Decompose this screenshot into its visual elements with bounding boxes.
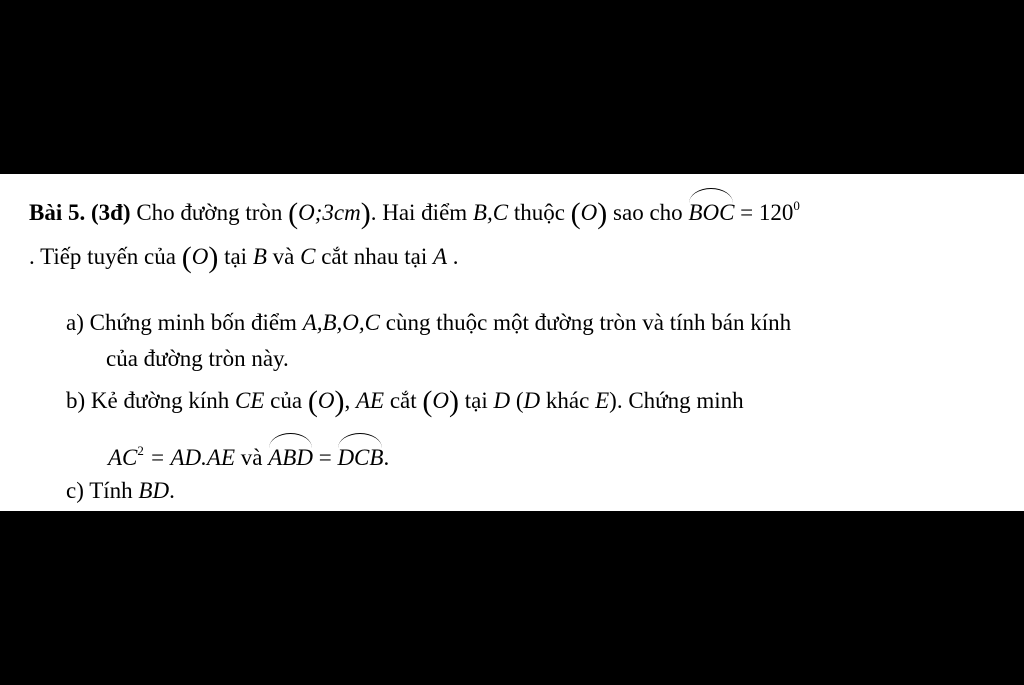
paren: ) [208, 241, 219, 274]
problem-heading: Bài 5. (3đ) [29, 200, 131, 225]
math-bd: BD [138, 478, 170, 503]
paren: ( [288, 197, 299, 230]
text: cắt [389, 388, 417, 413]
paren: ( [422, 385, 433, 418]
paren: ) [449, 385, 459, 418]
math-circle: O [580, 200, 598, 225]
problem-line-2 [29, 242, 459, 273]
math-b: B [252, 244, 267, 269]
text: . [452, 244, 459, 269]
part-b-line-2 [108, 439, 389, 473]
text: Kẻ đường kính [90, 388, 230, 413]
text: thuộc [513, 200, 565, 225]
text: và [272, 244, 295, 269]
math-d: D [493, 388, 511, 413]
angle-abd: ABD [268, 439, 313, 473]
text: của [270, 388, 303, 413]
math-ae: AE [355, 388, 385, 413]
text: tại [464, 388, 488, 413]
text: . Hai điểm [370, 200, 468, 225]
math-points: A,B,O,C [302, 310, 381, 335]
math-e: E [595, 388, 610, 413]
paren: ( [570, 197, 581, 230]
text: ). Chứng minh [609, 388, 744, 413]
part-a-line-2 [106, 344, 289, 374]
problem-line-1 [29, 194, 800, 229]
text: . [383, 445, 390, 470]
equals: = [318, 445, 332, 470]
degree-mark: 0 [793, 198, 800, 213]
paren: ) [360, 197, 371, 230]
text: . Tiếp tuyến của [29, 244, 176, 269]
math-a: A [432, 244, 448, 269]
math-circle: O [432, 388, 449, 413]
paren: ) [334, 385, 345, 418]
angle-boc: BOC [688, 194, 734, 228]
math-c: C [300, 244, 316, 269]
text: cùng thuộc một đường tròn và tính bán kính [385, 310, 792, 335]
math-d: D [523, 388, 541, 413]
text: Cho đường tròn [136, 200, 283, 225]
math-circle: O [191, 244, 209, 269]
paren: ) [597, 197, 608, 230]
document-page [0, 174, 1024, 511]
text: cắt nhau tại [321, 244, 428, 269]
math-circle-def: O;3cm [298, 200, 361, 225]
text: khác [545, 388, 590, 413]
part-c-label: c) [66, 478, 84, 503]
exponent: 2 [137, 443, 144, 458]
angle-value: = 120 [740, 200, 794, 225]
text: Tính [89, 478, 133, 503]
text: của đường tròn này. [106, 346, 289, 371]
text: sao cho [613, 200, 683, 225]
part-b-line-1: b) Kẻ đường kính CE của (O), AE cắt (O) tại D (D khác E). Chứng minh [66, 385, 744, 418]
math-equation: = AD.AE [149, 445, 236, 470]
angle-dcb: DCB [337, 439, 383, 473]
paren: ( [307, 385, 318, 418]
text: . [169, 478, 175, 503]
math-ce: CE [235, 388, 265, 413]
part-a-label: a) [66, 310, 84, 335]
math-ac: AC [108, 445, 138, 470]
text: và [240, 445, 263, 470]
math-points: B,C [472, 200, 509, 225]
text: tại [224, 244, 248, 269]
part-c-line [66, 476, 175, 506]
part-a-line-1 [66, 308, 791, 338]
text: Chứng minh bốn điểm [89, 310, 297, 335]
part-b-label: b) [66, 388, 86, 413]
paren: ( [181, 241, 192, 274]
math-circle: O [317, 388, 335, 413]
